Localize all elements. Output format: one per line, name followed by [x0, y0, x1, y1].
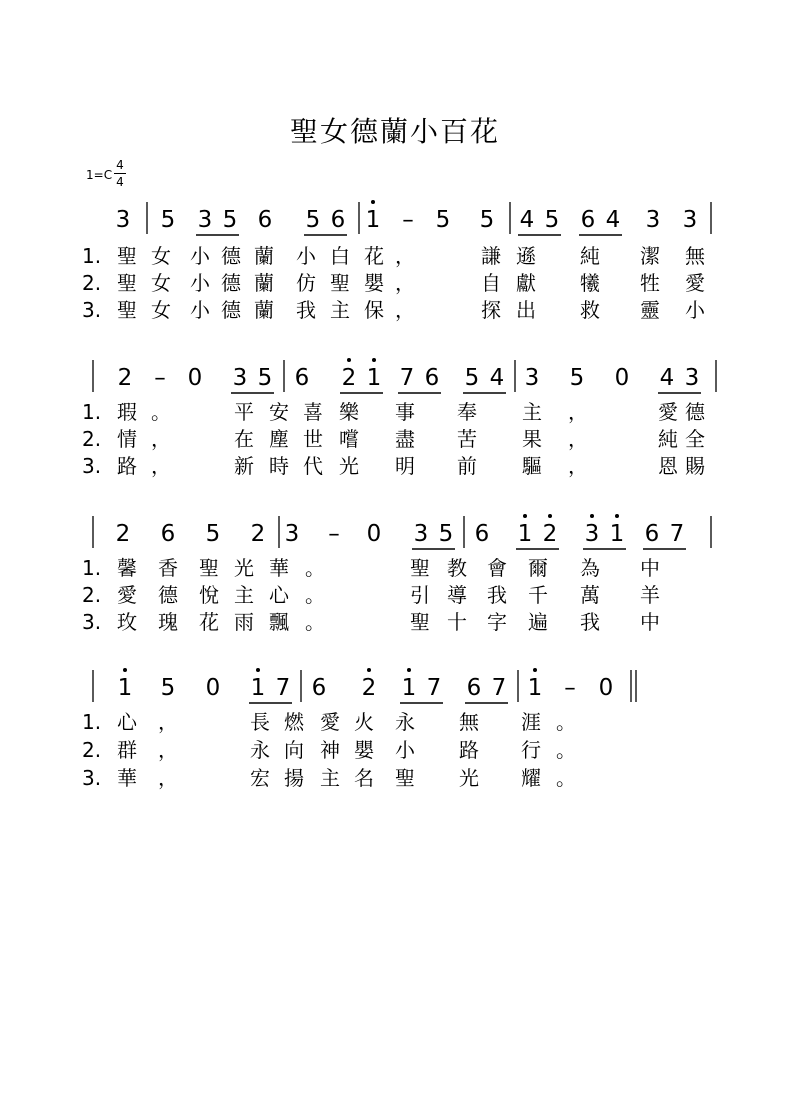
lyric-char: 萬	[580, 583, 600, 607]
verse-number: 3.	[82, 454, 102, 478]
lyric-char: 永	[250, 738, 270, 762]
lyric-char: ，	[395, 298, 415, 322]
lyric-char: 德	[221, 271, 241, 295]
lyric-char: 純	[580, 244, 600, 268]
time-denominator: 4	[116, 175, 124, 189]
octave-dot	[615, 514, 619, 518]
lyric-char: 代	[303, 454, 323, 478]
lyric-char: 德	[158, 583, 178, 607]
note: 6	[644, 521, 660, 547]
lyric-char: 馨	[117, 556, 137, 580]
lyric-char: 德	[685, 400, 705, 424]
note: –	[328, 521, 340, 547]
lyric-char: 無	[459, 710, 479, 734]
note: 5	[464, 365, 480, 391]
lyric-char: 光	[459, 766, 479, 790]
lyric-char: 燃	[284, 710, 304, 734]
lyric-char: ，	[568, 427, 588, 451]
lyric-char: 白	[330, 244, 350, 268]
lyric-char: 純	[658, 427, 678, 451]
note: –	[402, 207, 414, 233]
note: 3	[684, 365, 700, 391]
lyric-char: 主	[234, 583, 254, 607]
note: –	[154, 365, 166, 391]
lyric-char: 愛	[685, 271, 705, 295]
lyric-char: 牲	[640, 271, 660, 295]
note: 6	[580, 207, 596, 233]
lyric-char: 為	[580, 556, 600, 580]
lyric-char: 德	[221, 244, 241, 268]
lyric-char: 主	[320, 766, 340, 790]
note: 2	[117, 365, 133, 391]
lyric-char: 中	[640, 556, 660, 580]
lyric-char: 無	[685, 244, 705, 268]
verse-number: 1.	[82, 710, 102, 734]
lyric-char: 女	[151, 244, 171, 268]
lyric-char: 塵	[269, 427, 289, 451]
verse-number: 2.	[82, 427, 102, 451]
note: 1	[517, 521, 533, 547]
lyric-char: 主	[330, 298, 350, 322]
note: 5	[257, 365, 273, 391]
verse-number: 3.	[82, 766, 102, 790]
lyric-char: ，	[158, 766, 178, 790]
lyric-char: 救	[580, 298, 600, 322]
lyric-char: 賜	[685, 454, 705, 478]
lyric-char: 行	[521, 738, 541, 762]
lyric-char: 香	[158, 556, 178, 580]
note: 6	[294, 365, 310, 391]
lyric-char: 潔	[640, 244, 660, 268]
note: 7	[275, 675, 291, 701]
lyric-char: ，	[151, 454, 171, 478]
verse-number: 2.	[82, 738, 102, 762]
lyric-char: 宏	[250, 766, 270, 790]
lyric-char: 。	[305, 610, 325, 634]
lyric-char: 花	[364, 244, 384, 268]
lyric-char: 嚐	[339, 427, 359, 451]
note: 2	[542, 521, 558, 547]
score-system	[82, 514, 711, 634]
note: 0	[205, 675, 221, 701]
lyric-char: 世	[303, 427, 323, 451]
lyric-char: 新	[234, 454, 254, 478]
note: 1	[365, 207, 381, 233]
lyric-char: 。	[556, 710, 576, 734]
lyric-char: 神	[320, 738, 340, 762]
octave-dot	[407, 668, 411, 672]
lyric-char: 小	[296, 244, 316, 268]
note: 3	[645, 207, 661, 233]
note: 6	[424, 365, 440, 391]
lyric-char: 喜	[303, 400, 323, 424]
lyric-char: 嬰	[354, 738, 374, 762]
note: 4	[519, 207, 535, 233]
lyric-char: 盡	[395, 427, 415, 451]
lyric-char: 會	[487, 556, 507, 580]
lyric-char: 時	[269, 454, 289, 478]
lyric-char: 字	[487, 610, 507, 634]
lyric-char: 遜	[516, 244, 536, 268]
note: 6	[474, 521, 490, 547]
lyric-char: 前	[457, 454, 477, 478]
lyric-char: 名	[354, 766, 374, 790]
lyric-char: 犧	[580, 271, 600, 295]
lyric-char: 聖	[117, 244, 137, 268]
lyric-char: 涯	[521, 710, 541, 734]
lyric-char: 永	[395, 710, 415, 734]
lyric-char: 樂	[339, 400, 359, 424]
lyric-char: 教	[447, 556, 467, 580]
lyric-char: 主	[522, 400, 542, 424]
lyric-char: 自	[481, 271, 501, 295]
lyric-char: 聖	[410, 610, 430, 634]
lyric-char: 仿	[296, 271, 316, 295]
score-system	[82, 668, 636, 790]
note: 1	[366, 365, 382, 391]
lyric-char: 雨	[234, 610, 254, 634]
note: 1	[401, 675, 417, 701]
note: 7	[491, 675, 507, 701]
octave-dot	[590, 514, 594, 518]
lyric-char: 我	[487, 583, 507, 607]
note: 6	[257, 207, 273, 233]
lyric-char: 導	[447, 583, 467, 607]
lyric-char: 瑰	[158, 610, 178, 634]
lyric-char: 驅	[522, 454, 542, 478]
lyric-char: 明	[395, 454, 415, 478]
lyric-char: 果	[522, 427, 542, 451]
lyric-char: ，	[568, 400, 588, 424]
note: 7	[426, 675, 442, 701]
lyric-char: 保	[364, 298, 384, 322]
note: 3	[232, 365, 248, 391]
lyric-char: 心	[117, 710, 137, 734]
octave-dot	[347, 358, 351, 362]
lyric-char: 事	[395, 400, 415, 424]
note: 0	[598, 675, 614, 701]
lyric-char: 火	[354, 710, 374, 734]
note: 6	[311, 675, 327, 701]
lyric-char: 愛	[658, 400, 678, 424]
lyric-char: 我	[580, 610, 600, 634]
note: 6	[160, 521, 176, 547]
note: 7	[399, 365, 415, 391]
lyric-char: ，	[151, 427, 171, 451]
lyric-char: 聖	[330, 271, 350, 295]
lyric-char: 華	[269, 556, 289, 580]
lyric-char: 長	[250, 710, 270, 734]
lyric-char: 安	[269, 400, 289, 424]
octave-dot	[548, 514, 552, 518]
lyric-char: 小	[190, 298, 210, 322]
note: 5	[160, 207, 176, 233]
lyric-char: 中	[640, 610, 660, 634]
lyric-char: 愛	[320, 710, 340, 734]
lyric-char: 我	[296, 298, 316, 322]
lyric-char: 花	[199, 610, 219, 634]
lyric-char: 小	[190, 271, 210, 295]
lyric-char: 聖	[199, 556, 219, 580]
note: 3	[682, 207, 698, 233]
lyric-char: 玫	[117, 610, 137, 634]
lyric-char: 奉	[457, 400, 477, 424]
note: 4	[659, 365, 675, 391]
lyric-char: 光	[234, 556, 254, 580]
note: 6	[330, 207, 346, 233]
lyric-char: 謙	[481, 244, 501, 268]
lyric-char: 聖	[117, 298, 137, 322]
note: 2	[341, 365, 357, 391]
lyric-char: 全	[685, 427, 705, 451]
lyric-char: 爾	[528, 556, 548, 580]
note: 5	[222, 207, 238, 233]
note: 1	[250, 675, 266, 701]
note: 2	[115, 521, 131, 547]
octave-dot	[533, 668, 537, 672]
verse-number: 2.	[82, 583, 102, 607]
note: 5	[160, 675, 176, 701]
lyric-char: 羊	[640, 583, 660, 607]
lyric-char: 華	[117, 766, 137, 790]
lyric-char: 瑕	[117, 400, 137, 424]
lyric-char: 聖	[410, 556, 430, 580]
lyric-char: 。	[305, 583, 325, 607]
lyric-char: ，	[158, 710, 178, 734]
lyric-char: 靈	[640, 298, 660, 322]
octave-dot	[123, 668, 127, 672]
note: 7	[669, 521, 685, 547]
note: 5	[438, 521, 454, 547]
note: 1	[527, 675, 543, 701]
note: 6	[466, 675, 482, 701]
octave-dot	[523, 514, 527, 518]
lyric-char: 小	[190, 244, 210, 268]
lyric-char: ，	[568, 454, 588, 478]
verse-number: 1.	[82, 244, 102, 268]
verse-number: 2.	[82, 271, 102, 295]
lyric-char: 耀	[521, 766, 541, 790]
note: 3	[413, 521, 429, 547]
lyric-char: 聖	[117, 271, 137, 295]
lyric-char: 出	[516, 298, 536, 322]
note: 5	[544, 207, 560, 233]
lyric-char: 路	[459, 738, 479, 762]
octave-dot	[372, 358, 376, 362]
lyric-char: 引	[410, 583, 430, 607]
key-label: 1=C	[86, 168, 113, 182]
score-system	[82, 200, 711, 322]
lyric-char: 心	[269, 583, 289, 607]
lyric-char: 光	[339, 454, 359, 478]
lyric-char: 揚	[284, 766, 304, 790]
lyric-char: 苦	[457, 427, 477, 451]
note: 3	[197, 207, 213, 233]
lyric-char: 飄	[269, 610, 289, 634]
lyric-char: 千	[528, 583, 548, 607]
verse-number: 1.	[82, 400, 102, 424]
verse-number: 3.	[82, 610, 102, 634]
note: 2	[361, 675, 377, 701]
lyric-char: 路	[117, 454, 137, 478]
note: 4	[605, 207, 621, 233]
octave-dot	[367, 668, 371, 672]
note: 1	[609, 521, 625, 547]
note: 5	[205, 521, 221, 547]
lyric-char: 聖	[395, 766, 415, 790]
lyric-char: 獻	[516, 271, 536, 295]
lyric-char: 小	[685, 298, 705, 322]
lyric-char: 情	[117, 427, 137, 451]
octave-dot	[256, 668, 260, 672]
note: 5	[435, 207, 451, 233]
lyric-char: 。	[151, 400, 171, 424]
note: 3	[284, 521, 300, 547]
lyric-char: ，	[395, 244, 415, 268]
note: 3	[584, 521, 600, 547]
lyric-char: 向	[284, 738, 304, 762]
verse-number: 3.	[82, 298, 102, 322]
lyric-char: 德	[221, 298, 241, 322]
note: 3	[115, 207, 131, 233]
note: 0	[366, 521, 382, 547]
lyric-char: 探	[481, 298, 501, 322]
lyric-char: 小	[395, 738, 415, 762]
lyric-char: 蘭	[254, 244, 274, 268]
note: 2	[250, 521, 266, 547]
lyric-char: ，	[395, 271, 415, 295]
note: 5	[569, 365, 585, 391]
note: 0	[614, 365, 630, 391]
lyric-char: 悅	[199, 583, 219, 607]
lyric-char: 蘭	[254, 271, 274, 295]
lyric-char: 平	[234, 400, 254, 424]
lyric-char: 。	[305, 556, 325, 580]
lyric-char: 女	[151, 298, 171, 322]
lyric-char: 蘭	[254, 298, 274, 322]
note: 5	[479, 207, 495, 233]
lyric-char: 在	[234, 427, 254, 451]
lyric-char: 十	[447, 610, 467, 634]
verse-number: 1.	[82, 556, 102, 580]
time-numerator: 4	[116, 158, 124, 172]
lyric-char: 愛	[117, 583, 137, 607]
note: 1	[117, 675, 133, 701]
note: 3	[524, 365, 540, 391]
score-system	[82, 358, 716, 478]
note: 4	[489, 365, 505, 391]
note: 5	[305, 207, 321, 233]
lyric-char: 嬰	[364, 271, 384, 295]
lyric-char: 恩	[658, 454, 678, 478]
note: –	[564, 675, 576, 701]
lyric-char: 群	[117, 738, 137, 762]
lyric-char: 遍	[528, 610, 548, 634]
octave-dot	[371, 200, 375, 204]
lyric-char: 女	[151, 271, 171, 295]
lyric-char: ，	[158, 738, 178, 762]
lyric-char: 。	[556, 766, 576, 790]
lyric-char: 。	[556, 738, 576, 762]
note: 0	[187, 365, 203, 391]
page-title: 聖女德蘭小百花	[289, 115, 500, 148]
